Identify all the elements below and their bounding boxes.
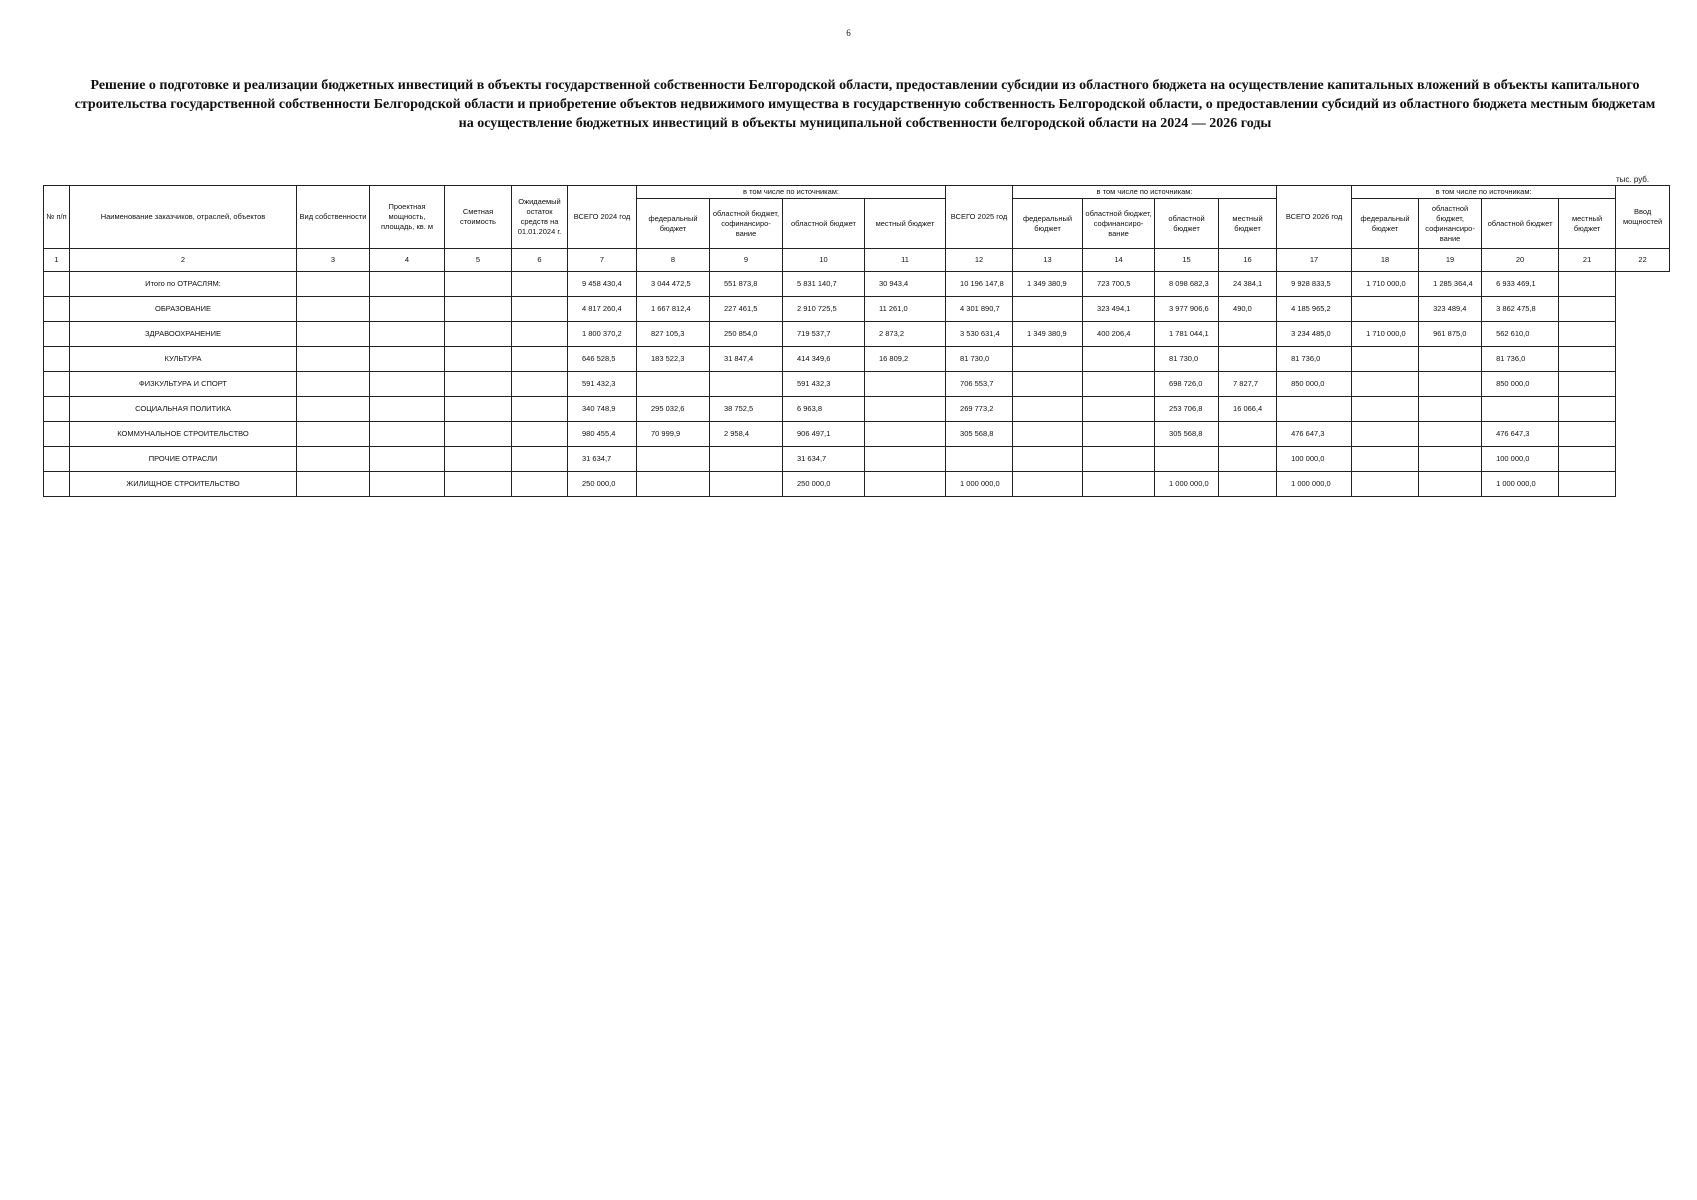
value-cell <box>1219 472 1277 497</box>
header-federal-2025: федеральный бюджет <box>1013 199 1083 249</box>
column-number: 21 <box>1559 249 1616 272</box>
value-cell: 323 494,1 <box>1083 297 1155 322</box>
value-cell: 305 568,8 <box>1155 422 1219 447</box>
row-number-cell <box>44 347 70 372</box>
value-cell: 340 748,9 <box>568 397 637 422</box>
value-cell: 295 032,6 <box>637 397 710 422</box>
estimate-cell <box>445 422 512 447</box>
value-cell: 1 800 370,2 <box>568 322 637 347</box>
value-cell <box>1352 472 1419 497</box>
ownership-cell <box>297 297 370 322</box>
header-regional-cofin-2025: областной бюджет, софинансиро-вание <box>1083 199 1155 249</box>
value-cell <box>1419 422 1482 447</box>
estimate-cell <box>445 472 512 497</box>
value-cell: 1 285 364,4 <box>1419 272 1482 297</box>
table-row <box>44 447 1670 472</box>
value-cell <box>865 422 946 447</box>
ownership-cell <box>297 422 370 447</box>
table-row <box>44 347 1670 372</box>
value-cell <box>1083 472 1155 497</box>
ownership-cell <box>297 397 370 422</box>
value-cell: 1 781 044,1 <box>1155 322 1219 347</box>
column-number: 22 <box>1616 249 1670 272</box>
column-number: 10 <box>783 249 865 272</box>
remainder-cell <box>512 472 568 497</box>
capacity-cell <box>370 447 445 472</box>
value-cell: 3 234 485,0 <box>1277 322 1352 347</box>
value-cell: 1 667 812,4 <box>637 297 710 322</box>
remainder-cell <box>512 347 568 372</box>
value-cell: 81 736,0 <box>1482 347 1559 372</box>
value-cell: 4 301 890,7 <box>946 297 1013 322</box>
column-number: 1 <box>44 249 70 272</box>
value-cell <box>1013 372 1083 397</box>
ownership-cell <box>297 472 370 497</box>
ownership-cell <box>297 447 370 472</box>
value-cell <box>1559 447 1616 472</box>
value-cell <box>1419 372 1482 397</box>
header-total-2024: ВСЕГО 2024 год <box>568 186 637 249</box>
estimate-cell <box>445 322 512 347</box>
value-cell <box>1013 472 1083 497</box>
value-cell <box>865 372 946 397</box>
value-cell <box>637 372 710 397</box>
header-total-2025: ВСЕГО 2025 год <box>946 186 1013 249</box>
remainder-cell <box>512 422 568 447</box>
value-cell: 16 066,4 <box>1219 397 1277 422</box>
value-cell <box>1559 322 1616 347</box>
value-cell: 2 958,4 <box>710 422 783 447</box>
header-remainder: Ожидаемый остаток средств на 01.01.2024 г. <box>512 186 568 249</box>
header-federal-2024: федеральный бюджет <box>637 199 710 249</box>
value-cell: 850 000,0 <box>1482 372 1559 397</box>
column-number: 14 <box>1083 249 1155 272</box>
value-cell: 9 928 833,5 <box>1277 272 1352 297</box>
estimate-cell <box>445 272 512 297</box>
value-cell: 9 458 430,4 <box>568 272 637 297</box>
header-capacity: Проектная мощность, площадь, кв. м <box>370 186 445 249</box>
value-cell: 100 000,0 <box>1277 447 1352 472</box>
value-cell: 591 432,3 <box>568 372 637 397</box>
row-number-cell <box>44 297 70 322</box>
value-cell <box>1559 272 1616 297</box>
value-cell <box>1419 397 1482 422</box>
value-cell: 24 384,1 <box>1219 272 1277 297</box>
value-cell: 2 873,2 <box>865 322 946 347</box>
column-number: 2 <box>70 249 297 272</box>
table-row <box>44 272 1670 297</box>
value-cell: 1 000 000,0 <box>1277 472 1352 497</box>
value-cell <box>1559 472 1616 497</box>
value-cell: 706 553,7 <box>946 372 1013 397</box>
value-cell <box>1352 372 1419 397</box>
header-sources-2024: в том числе по источникам: <box>637 186 946 199</box>
value-cell: 3 530 631,4 <box>946 322 1013 347</box>
value-cell <box>637 472 710 497</box>
ownership-cell <box>297 372 370 397</box>
column-number: 17 <box>1277 249 1352 272</box>
header-local-2025: местный бюджет <box>1219 199 1277 249</box>
value-cell: 4 817 260,4 <box>568 297 637 322</box>
value-cell: 4 185 965,2 <box>1277 297 1352 322</box>
column-number: 6 <box>512 249 568 272</box>
row-name-cell: ПРОЧИЕ ОТРАСЛИ <box>70 447 297 472</box>
row-name-cell: ФИЗКУЛЬТУРА И СПОРТ <box>70 372 297 397</box>
value-cell: 250 000,0 <box>783 472 865 497</box>
ownership-cell <box>297 272 370 297</box>
row-number-cell <box>44 372 70 397</box>
row-name-cell: Итого по ОТРАСЛЯМ: <box>70 272 297 297</box>
table-row <box>44 397 1670 422</box>
value-cell: 980 455,4 <box>568 422 637 447</box>
capacity-cell <box>370 397 445 422</box>
value-cell <box>1419 347 1482 372</box>
column-number: 4 <box>370 249 445 272</box>
estimate-cell <box>445 447 512 472</box>
value-cell <box>865 397 946 422</box>
value-cell <box>1083 372 1155 397</box>
header-regional-2025: областной бюджет <box>1155 199 1219 249</box>
header-sources-2025: в том числе по источникам: <box>1013 186 1277 199</box>
value-cell <box>1013 422 1083 447</box>
value-cell: 10 196 147,8 <box>946 272 1013 297</box>
capacity-cell <box>370 422 445 447</box>
value-cell <box>637 447 710 472</box>
capacity-cell <box>370 372 445 397</box>
remainder-cell <box>512 272 568 297</box>
value-cell: 3 977 906,6 <box>1155 297 1219 322</box>
value-cell: 227 461,5 <box>710 297 783 322</box>
row-number-cell <box>44 397 70 422</box>
value-cell: 1 000 000,0 <box>1155 472 1219 497</box>
capacity-cell <box>370 272 445 297</box>
remainder-cell <box>512 372 568 397</box>
value-cell: 719 537,7 <box>783 322 865 347</box>
estimate-cell <box>445 347 512 372</box>
value-cell: 269 773,2 <box>946 397 1013 422</box>
row-name-cell: КОММУНАЛЬНОЕ СТРОИТЕЛЬСТВО <box>70 422 297 447</box>
column-number: 12 <box>946 249 1013 272</box>
value-cell <box>1013 297 1083 322</box>
column-number: 8 <box>637 249 710 272</box>
value-cell <box>1219 447 1277 472</box>
value-cell: 1 349 380,9 <box>1013 272 1083 297</box>
value-cell: 3 044 472,5 <box>637 272 710 297</box>
value-cell <box>1155 447 1219 472</box>
value-cell: 16 809,2 <box>865 347 946 372</box>
row-name-cell: ЖИЛИЩНОЕ СТРОИТЕЛЬСТВО <box>70 472 297 497</box>
row-number-cell <box>44 447 70 472</box>
value-cell: 6 933 469,1 <box>1482 272 1559 297</box>
estimate-cell <box>445 297 512 322</box>
capacity-cell <box>370 297 445 322</box>
value-cell: 38 752,5 <box>710 397 783 422</box>
value-cell <box>1083 347 1155 372</box>
column-number: 11 <box>865 249 946 272</box>
ownership-cell <box>297 347 370 372</box>
value-cell: 8 098 682,3 <box>1155 272 1219 297</box>
header-federal-2026: федеральный бюджет <box>1352 199 1419 249</box>
value-cell: 183 522,3 <box>637 347 710 372</box>
value-cell: 490,0 <box>1219 297 1277 322</box>
column-number: 9 <box>710 249 783 272</box>
value-cell: 723 700,5 <box>1083 272 1155 297</box>
document-title: Решение о подготовке и реализации бюджетных инвестиций в объекты государственной собственности Белгородской области, предоставлении субсидии из областного бюджета на осуществление капитальных вложений в объекты капитального строительства государственной собственности Белгородской области и приобретение объектов недвижимого имущества в государственную собственность Белгородской области, о предоставлении субсидий из областного бюджета местным бюджетам на осуществление бюджетных инвестиций в объекты муниципальной собственности белгородской области на 2024 — 2026 годы <box>74 78 1656 131</box>
capacity-cell <box>370 347 445 372</box>
value-cell <box>1219 322 1277 347</box>
value-cell <box>1013 447 1083 472</box>
value-cell <box>1013 397 1083 422</box>
value-cell <box>1559 422 1616 447</box>
value-cell: 81 730,0 <box>946 347 1013 372</box>
header-regional-cofin-2024: областной бюджет, софинансиро-вание <box>710 199 783 249</box>
column-number: 20 <box>1482 249 1559 272</box>
value-cell <box>710 447 783 472</box>
value-cell: 3 862 475,8 <box>1482 297 1559 322</box>
value-cell <box>710 372 783 397</box>
column-number: 5 <box>445 249 512 272</box>
header-sources-2026: в том числе по источникам: <box>1352 186 1616 199</box>
column-number: 16 <box>1219 249 1277 272</box>
units-label: тыс. руб. <box>1616 175 1650 184</box>
value-cell <box>1219 422 1277 447</box>
value-cell <box>1559 347 1616 372</box>
value-cell <box>1083 397 1155 422</box>
value-cell: 250 000,0 <box>568 472 637 497</box>
value-cell <box>1352 447 1419 472</box>
estimate-cell <box>445 397 512 422</box>
value-cell <box>1352 422 1419 447</box>
value-cell: 31 634,7 <box>783 447 865 472</box>
value-cell: 400 206,4 <box>1083 322 1155 347</box>
header-regional-2026: областной бюджет <box>1482 199 1559 249</box>
value-cell: 30 943,4 <box>865 272 946 297</box>
header-total-2026: ВСЕГО 2026 год <box>1277 186 1352 249</box>
column-number-row <box>44 249 1670 272</box>
value-cell: 476 647,3 <box>1277 422 1352 447</box>
value-cell: 414 349,6 <box>783 347 865 372</box>
table-row <box>44 297 1670 322</box>
value-cell <box>1083 447 1155 472</box>
value-cell: 591 432,3 <box>783 372 865 397</box>
value-cell: 961 875,0 <box>1419 322 1482 347</box>
header-regional-cofin-2026: областной бюджет, софинансиро-вание <box>1419 199 1482 249</box>
row-name-cell: ОБРАЗОВАНИЕ <box>70 297 297 322</box>
capacity-cell <box>370 472 445 497</box>
remainder-cell <box>512 297 568 322</box>
value-cell: 7 827,7 <box>1219 372 1277 397</box>
remainder-cell <box>512 397 568 422</box>
header-num: № п/п <box>44 186 70 249</box>
header-commissioning: Ввод мощностей <box>1616 186 1670 249</box>
value-cell <box>1083 422 1155 447</box>
remainder-cell <box>512 322 568 347</box>
value-cell: 1 349 380,9 <box>1013 322 1083 347</box>
value-cell <box>865 447 946 472</box>
value-cell: 646 528,5 <box>568 347 637 372</box>
value-cell: 827 105,3 <box>637 322 710 347</box>
table-row <box>44 422 1670 447</box>
row-number-cell <box>44 422 70 447</box>
value-cell <box>865 472 946 497</box>
value-cell: 1 710 000,0 <box>1352 322 1419 347</box>
value-cell <box>1559 397 1616 422</box>
value-cell: 81 736,0 <box>1277 347 1352 372</box>
value-cell <box>1277 397 1352 422</box>
value-cell <box>946 447 1013 472</box>
value-cell: 70 999,9 <box>637 422 710 447</box>
header-estimate: Сметная стоимость <box>445 186 512 249</box>
value-cell: 250 854,0 <box>710 322 783 347</box>
value-cell <box>1559 297 1616 322</box>
value-cell <box>710 472 783 497</box>
value-cell <box>1352 397 1419 422</box>
value-cell: 6 963,8 <box>783 397 865 422</box>
value-cell: 562 610,0 <box>1482 322 1559 347</box>
row-number-cell <box>44 322 70 347</box>
value-cell: 100 000,0 <box>1482 447 1559 472</box>
value-cell: 551 873,8 <box>710 272 783 297</box>
page-number: 6 <box>846 28 851 38</box>
estimate-cell <box>445 372 512 397</box>
column-number: 19 <box>1419 249 1482 272</box>
column-number: 15 <box>1155 249 1219 272</box>
value-cell: 81 730,0 <box>1155 347 1219 372</box>
column-number: 13 <box>1013 249 1083 272</box>
value-cell: 1 000 000,0 <box>1482 472 1559 497</box>
column-number: 7 <box>568 249 637 272</box>
value-cell: 31 847,4 <box>710 347 783 372</box>
header-local-2026: местный бюджет <box>1559 199 1616 249</box>
value-cell <box>1482 397 1559 422</box>
ownership-cell <box>297 322 370 347</box>
row-number-cell <box>44 272 70 297</box>
table-row <box>44 372 1670 397</box>
column-number: 18 <box>1352 249 1419 272</box>
table-row <box>44 472 1670 497</box>
value-cell: 305 568,8 <box>946 422 1013 447</box>
value-cell <box>1352 297 1419 322</box>
header-regional-2024: областной бюджет <box>783 199 865 249</box>
row-name-cell: КУЛЬТУРА <box>70 347 297 372</box>
budget-table <box>43 185 1670 497</box>
value-cell <box>1559 372 1616 397</box>
remainder-cell <box>512 447 568 472</box>
value-cell: 11 261,0 <box>865 297 946 322</box>
value-cell: 2 910 725,5 <box>783 297 865 322</box>
value-cell: 476 647,3 <box>1482 422 1559 447</box>
value-cell <box>1419 447 1482 472</box>
value-cell <box>1013 347 1083 372</box>
value-cell <box>1419 472 1482 497</box>
header-local-2024: местный бюджет <box>865 199 946 249</box>
row-number-cell <box>44 472 70 497</box>
value-cell: 906 497,1 <box>783 422 865 447</box>
value-cell <box>1352 347 1419 372</box>
capacity-cell <box>370 322 445 347</box>
value-cell <box>1219 347 1277 372</box>
value-cell: 1 710 000,0 <box>1352 272 1419 297</box>
value-cell: 698 726,0 <box>1155 372 1219 397</box>
value-cell: 31 634,7 <box>568 447 637 472</box>
header-name: Наименование заказчиков, отраслей, объектов <box>70 186 297 249</box>
column-number: 3 <box>297 249 370 272</box>
value-cell: 5 831 140,7 <box>783 272 865 297</box>
value-cell: 1 000 000,0 <box>946 472 1013 497</box>
header-ownership: Вид собственности <box>297 186 370 249</box>
table-row <box>44 322 1670 347</box>
row-name-cell: ЗДРАВООХРАНЕНИЕ <box>70 322 297 347</box>
value-cell: 850 000,0 <box>1277 372 1352 397</box>
value-cell: 323 489,4 <box>1419 297 1482 322</box>
row-name-cell: СОЦИАЛЬНАЯ ПОЛИТИКА <box>70 397 297 422</box>
value-cell: 253 706,8 <box>1155 397 1219 422</box>
